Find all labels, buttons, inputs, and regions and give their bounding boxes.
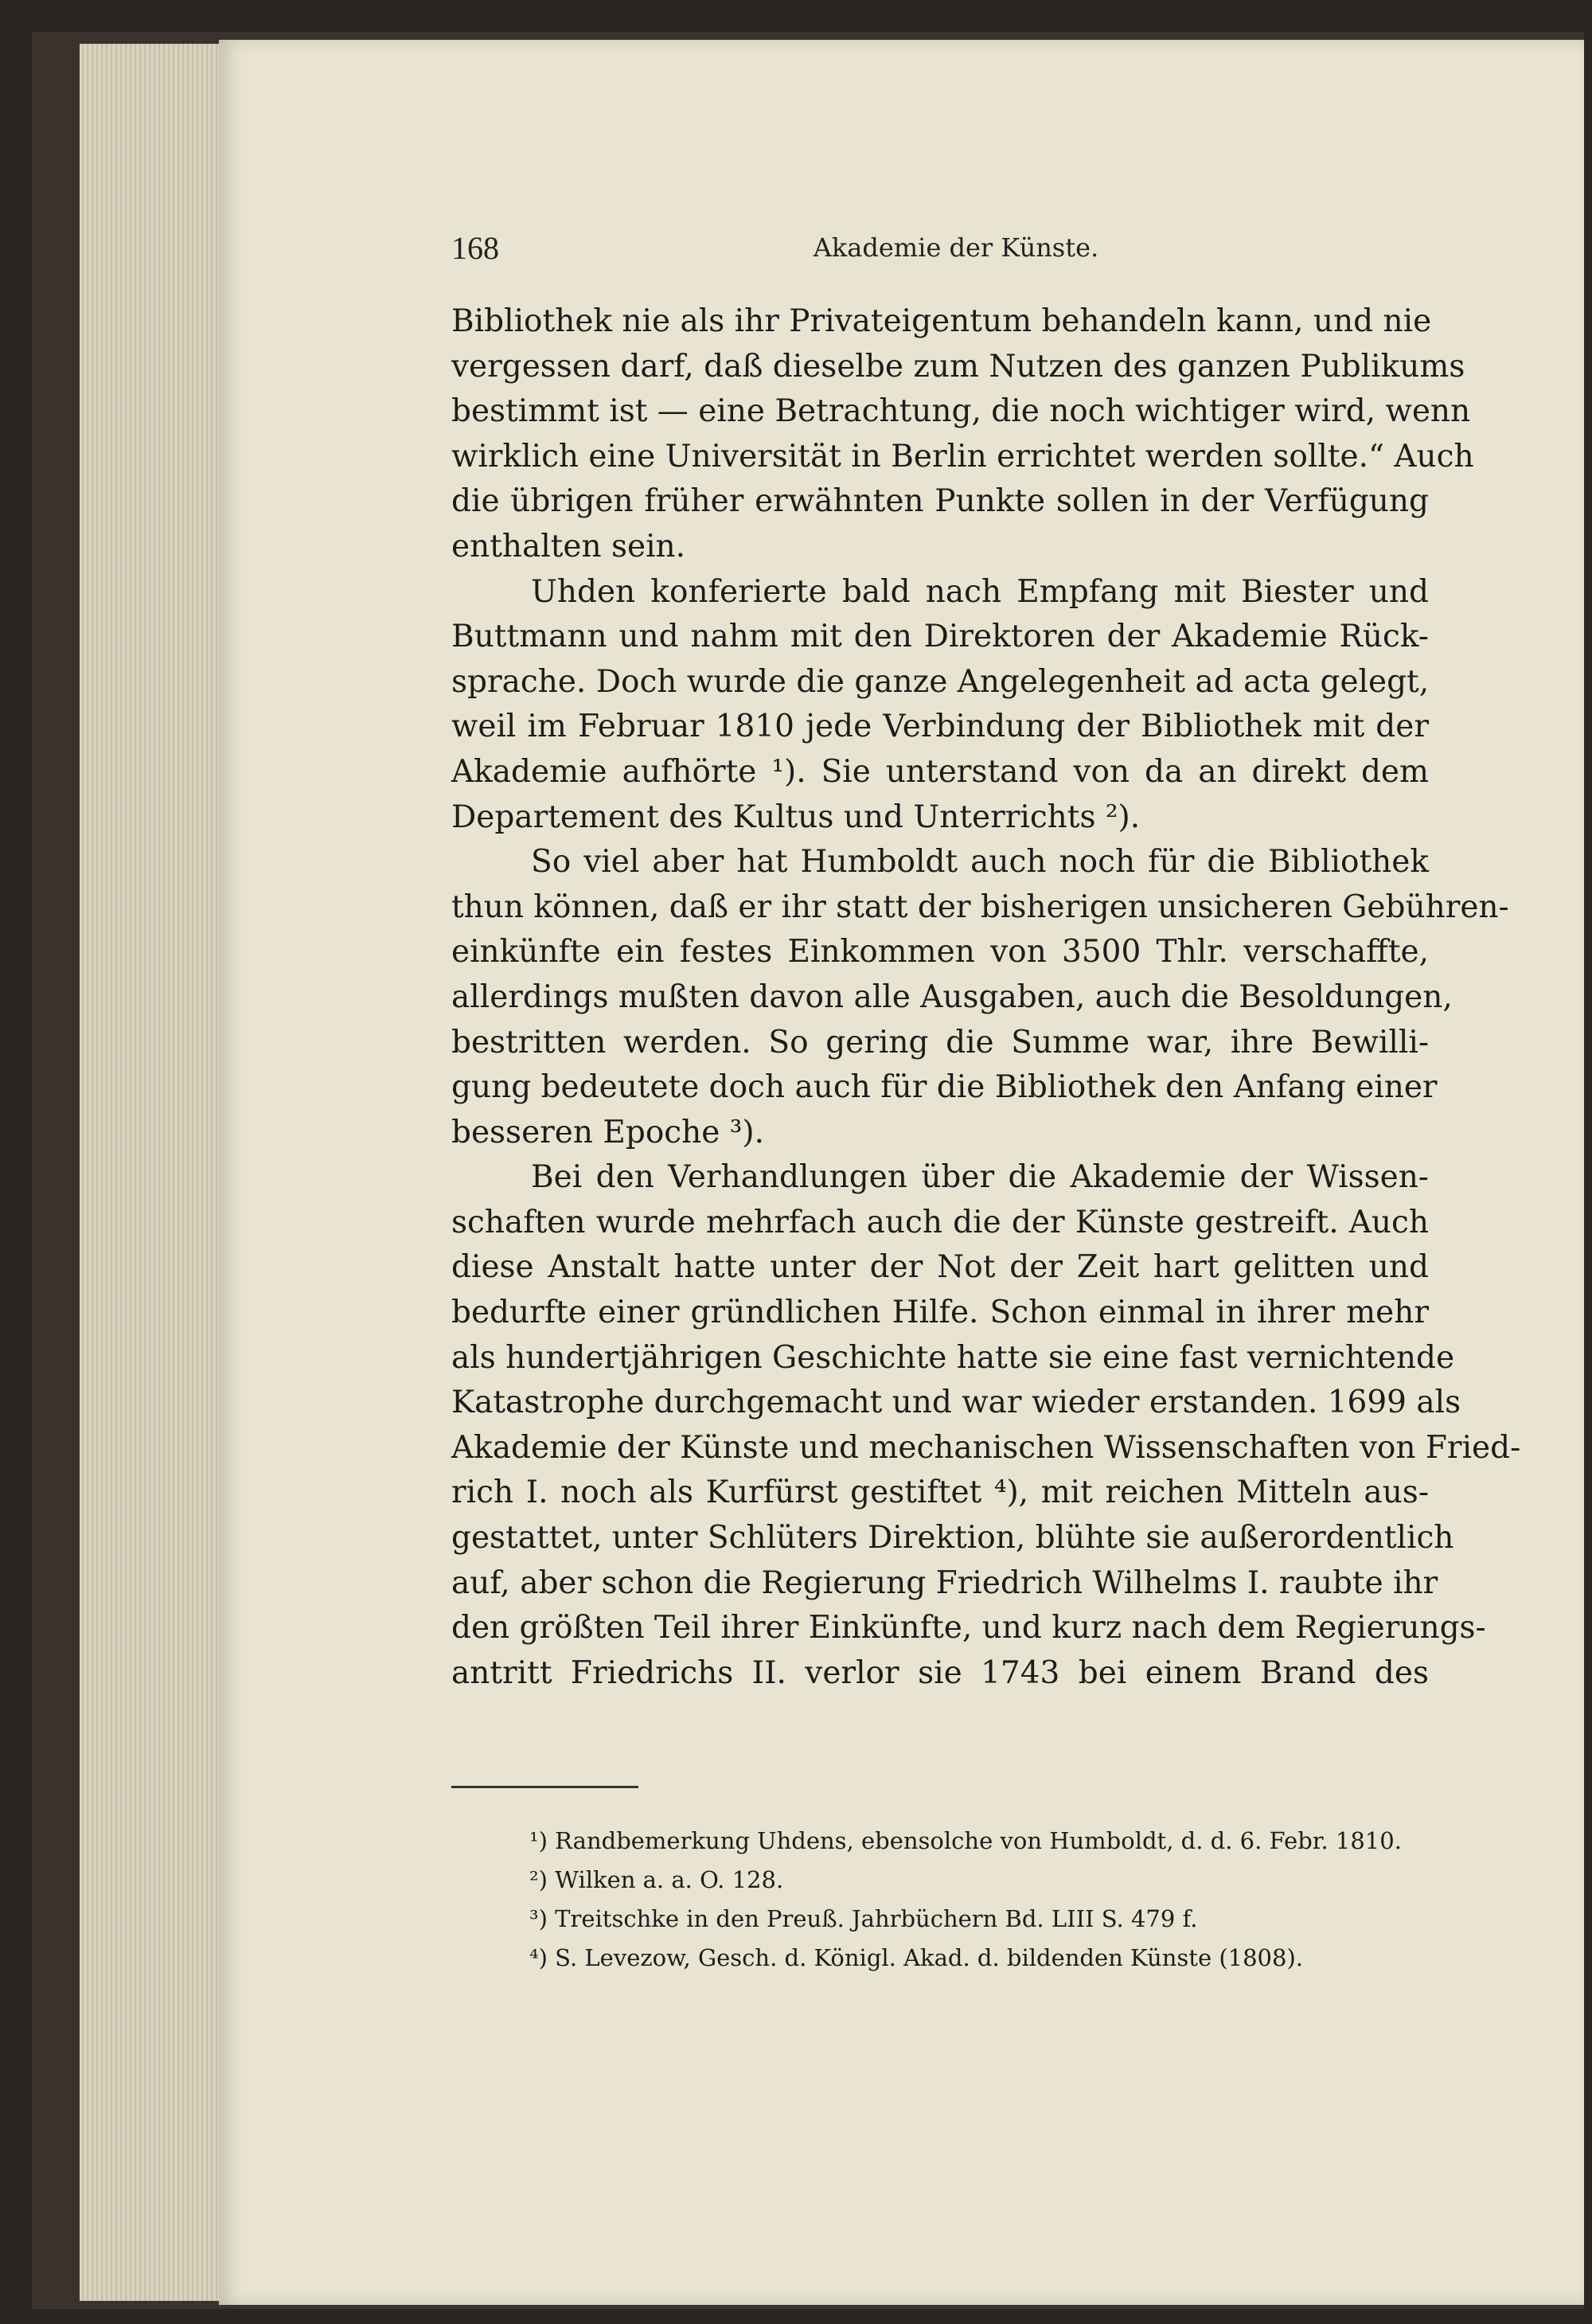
text-line: weil im Februar 1810 jede Verbindung der Bibliothek mit der: [451, 709, 1429, 745]
text-line: diese Anstalt hatte unter der Not der Zeit hart gelitten und: [451, 1249, 1429, 1286]
running-title: Akademie der Künste.: [813, 232, 1099, 263]
page-header: [451, 229, 1429, 269]
text-line: die übrigen früher erwähnten Punkte sollen in der Verfügung: [451, 483, 1429, 520]
footnotes: [529, 1822, 1402, 1978]
text-line: gung bedeutete doch auch für die Bibliothek den Anfang einer: [451, 1069, 1438, 1106]
text-line: gestattet, unter Schlüters Direktion, blühte sie außerordentlich: [451, 1520, 1454, 1556]
text-line: schaften wurde mehrfach auch die der Künste gestreift. Auch: [451, 1204, 1429, 1240]
text-line: bestritten werden. So gering die Summe war, ihre Bewilli-: [451, 1024, 1429, 1060]
text-line: auf, aber schon die Regierung Friedrich Wilhelms I. raubte ihr: [451, 1564, 1438, 1601]
text-line: enthalten sein.: [451, 528, 686, 564]
page-edges: [80, 44, 223, 2301]
text-line: thun können, daß er ihr statt der bisherigen unsicheren Gebühren-: [451, 889, 1509, 925]
text-line: Departement des Kultus und Unterrichts ²).: [451, 799, 1141, 835]
text-line: Bei den Verhandlungen über die Akademie der Wissen-: [531, 1159, 1429, 1196]
footnote-divider: [451, 1786, 638, 1788]
text-line: besseren Epoche ³).: [451, 1114, 764, 1150]
footnote: ⁴) S. Levezow, Gesch. d. Königl. Akad. d. bildenden Künste (1808).: [529, 1944, 1303, 1971]
page-number: 168: [451, 230, 499, 266]
text-line: Akademie aufhörte ¹). Sie unterstand von da an direkt dem: [451, 753, 1429, 790]
text-line: rich I. noch als Kurfürst gestiftet ⁴), mit reichen Mitteln aus-: [451, 1474, 1429, 1511]
text-line: als hundertjährigen Geschichte hatte sie eine fast vernichtende: [451, 1339, 1455, 1376]
text-line: allerdings mußten davon alle Ausgaben, auch die Besoldungen,: [451, 978, 1453, 1015]
body-text: [451, 299, 1521, 1696]
text-line: vergessen darf, daß dieselbe zum Nutzen des ganzen Publikums: [451, 348, 1465, 385]
text-line: einkünfte ein festes Einkommen von 3500 Thlr. verschaffte,: [451, 934, 1429, 971]
text-line: sprache. Doch wurde die ganze Angelegenheit ad acta gelegt,: [451, 663, 1430, 700]
text-line: Uhden konferierte bald nach Empfang mit Biester und: [531, 573, 1429, 610]
text-line: So viel aber hat Humboldt auch noch für die Bibliothek: [531, 844, 1429, 881]
text-line: bedurfte einer gründlichen Hilfe. Schon einmal in ihrer mehr: [451, 1295, 1429, 1331]
footnote: ²) Wilken a. a. O. 128.: [529, 1866, 784, 1893]
text-line: wirklich eine Universität in Berlin errichtet werden sollte.“ Auch: [451, 438, 1474, 475]
footnote: ³) Treitschke in den Preuß. Jahrbüchern Bd. LIII S. 479 f.: [529, 1905, 1198, 1932]
text-line: Bibliothek nie als ihr Privateigentum behandeln kann, und nie: [451, 303, 1432, 339]
footnote: ¹) Randbemerkung Uhdens, ebensolche von Humboldt, d. d. 6. Febr. 1810.: [529, 1827, 1402, 1854]
text-line: Katastrophe durchgemacht und war wieder erstanden. 1699 als: [451, 1385, 1461, 1421]
text-line: antritt Friedrichs II. verlor sie 1743 bei einem Brand des: [451, 1654, 1429, 1691]
text-line: bestimmt ist — eine Betrachtung, die noch wichtiger wird, wenn: [451, 393, 1471, 430]
text-line: Buttmann und nahm mit den Direktoren der Akademie Rück-: [451, 619, 1429, 655]
text-line: den größten Teil ihrer Einkünfte, und kurz nach dem Regierungs-: [451, 1610, 1486, 1646]
text-line: Akademie der Künste und mechanischen Wissenschaften von Fried-: [451, 1429, 1521, 1466]
